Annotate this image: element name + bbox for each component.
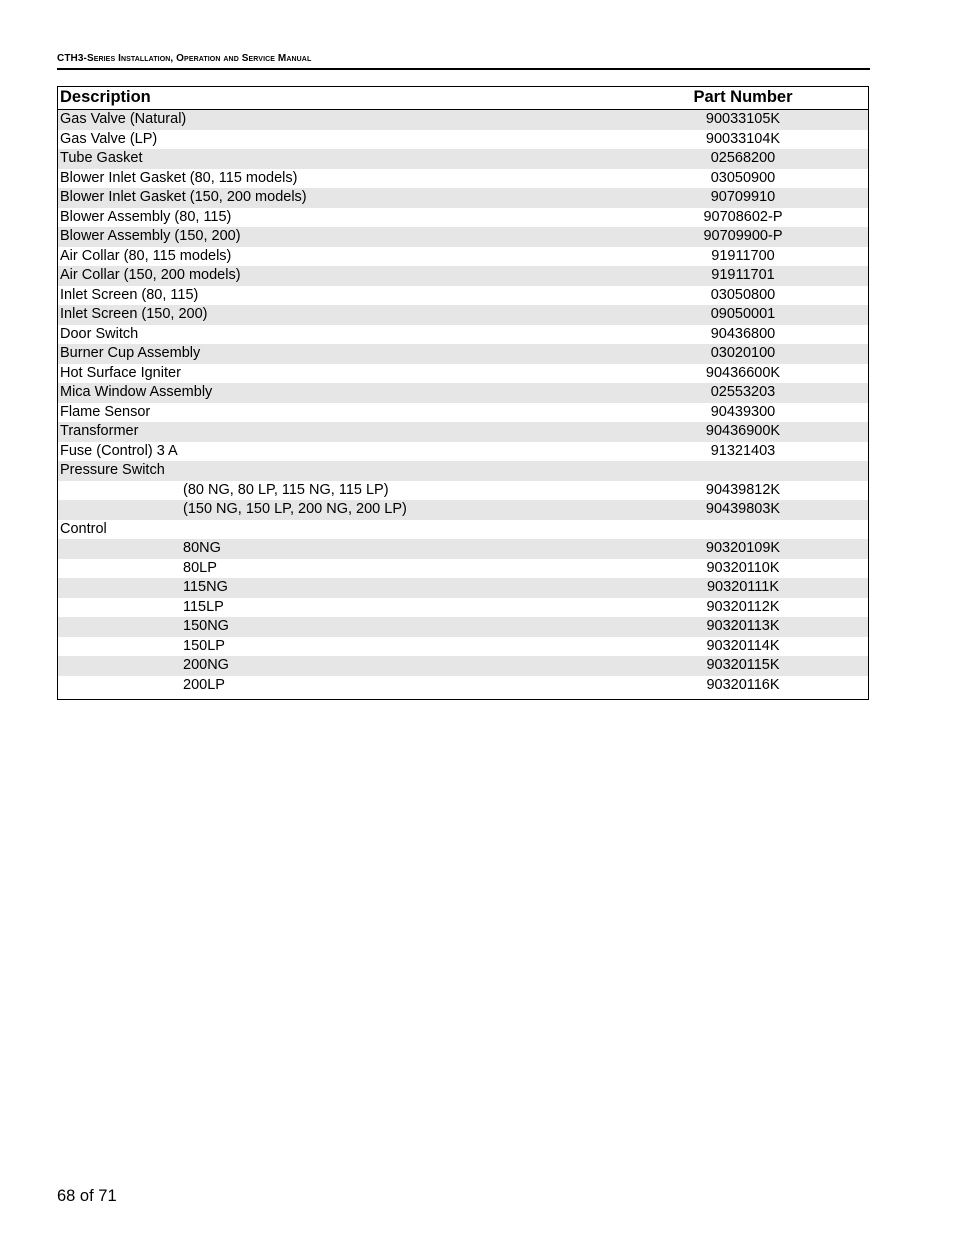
row-description: Air Collar (80, 115 models) (60, 247, 232, 264)
table-row (58, 149, 868, 169)
header-rule (57, 68, 870, 70)
table-row (58, 500, 868, 520)
table-row (58, 188, 868, 208)
parts-table (57, 86, 869, 700)
table-row (58, 422, 868, 442)
table-row (58, 325, 868, 345)
table-row (58, 539, 868, 559)
row-part-number: 90033105K (705, 111, 781, 127)
row-description: 200LP (183, 676, 225, 693)
column-header-description: Description (60, 88, 151, 106)
table-row (58, 208, 868, 228)
row-part-number: 90436900K (705, 423, 781, 439)
table-row (58, 227, 868, 247)
row-description: 80LP (183, 559, 217, 576)
table-row (58, 305, 868, 325)
row-part-number: 02568200 (710, 150, 776, 166)
row-part-number: 91321403 (710, 442, 776, 459)
table-header (58, 87, 868, 110)
row-part-number: 91911701 (711, 267, 775, 283)
row-description: Gas Valve (Natural) (60, 111, 187, 127)
row-part-number: 90320111K (706, 579, 780, 595)
table-row (58, 247, 868, 267)
row-part-number: 90320113K (706, 618, 780, 634)
row-description: 80NG (183, 540, 221, 556)
table-row (58, 364, 868, 384)
row-part-number: 91911700 (711, 247, 775, 264)
row-description: Inlet Screen (80, 115) (60, 286, 199, 303)
row-part-number: 03050800 (710, 286, 776, 303)
table-row (58, 110, 868, 130)
row-part-number: 90320115K (706, 657, 780, 673)
row-part-number: 90709910 (710, 189, 776, 205)
row-description: Gas Valve (LP) (60, 130, 158, 147)
row-part-number: 90436800 (710, 325, 776, 342)
table-row (58, 617, 868, 637)
row-description: Blower Inlet Gasket (150, 200 models) (60, 189, 307, 205)
row-description: 150LP (183, 637, 225, 654)
row-description: 115LP (183, 598, 224, 615)
row-part-number: 90439803K (705, 501, 781, 517)
table-row (58, 383, 868, 403)
table-row (58, 637, 868, 657)
row-description: Fuse (Control) 3 A (60, 442, 178, 459)
row-description: Flame Sensor (60, 403, 151, 420)
row-description: Transformer (60, 423, 139, 439)
row-description: Mica Window Assembly (60, 384, 213, 400)
row-part-number: 90709900-P (703, 228, 783, 244)
row-part-number: 90320114K (706, 637, 780, 654)
row-description: Hot Surface Igniter (60, 364, 181, 381)
table-row (58, 169, 868, 189)
row-part-number: 09050001 (710, 306, 776, 322)
row-description: (80 NG, 80 LP, 115 NG, 115 LP) (183, 481, 389, 498)
row-description: Blower Assembly (150, 200) (60, 228, 241, 244)
table-row (58, 656, 868, 676)
column-header-part-number: Part Number (693, 88, 793, 106)
row-description: 200NG (183, 657, 229, 673)
row-part-number: 90708602-P (703, 208, 783, 225)
row-description: Air Collar (150, 200 models) (60, 267, 241, 283)
row-description: Burner Cup Assembly (60, 345, 201, 361)
table-row (58, 481, 868, 501)
table-body (58, 110, 868, 699)
table-row (58, 559, 868, 579)
row-description: 150NG (183, 618, 229, 634)
row-description: Pressure Switch (60, 462, 165, 478)
row-part-number: 90439300 (710, 403, 776, 420)
row-part-number: 90033104K (705, 130, 781, 147)
table-row (58, 403, 868, 423)
row-description: Blower Inlet Gasket (80, 115 models) (60, 169, 298, 186)
row-description: Inlet Screen (150, 200) (60, 306, 208, 322)
row-part-number: 90320112K (706, 598, 780, 615)
row-part-number: 90320116K (706, 676, 780, 693)
table-row (58, 442, 868, 462)
table-row (58, 266, 868, 286)
table-row (58, 286, 868, 306)
table-row (58, 676, 868, 696)
table-row (58, 130, 868, 150)
row-part-number (618, 461, 868, 481)
row-description: Control (60, 520, 107, 537)
table-row (58, 598, 868, 618)
row-part-number (618, 520, 868, 540)
table-row (58, 520, 868, 540)
row-part-number: 03050900 (710, 169, 776, 186)
running-header: CTH3-Series Installation, Operation and Service Manual (57, 53, 312, 64)
row-description: 115NG (183, 579, 228, 595)
row-description: Door Switch (60, 325, 139, 342)
row-part-number: 90320110K (706, 559, 780, 576)
page-number: 68 of 71 (57, 1187, 117, 1205)
table-row (58, 578, 868, 598)
row-part-number: 90320109K (705, 540, 781, 556)
row-description: (150 NG, 150 LP, 200 NG, 200 LP) (183, 501, 407, 517)
table-row (58, 461, 868, 481)
row-part-number: 02553203 (710, 384, 776, 400)
row-part-number: 03020100 (710, 345, 776, 361)
row-description: Tube Gasket (60, 150, 143, 166)
table-row (58, 344, 868, 364)
row-part-number: 90436600K (705, 364, 781, 381)
row-part-number: 90439812K (705, 481, 781, 498)
row-description: Blower Assembly (80, 115) (60, 208, 232, 225)
